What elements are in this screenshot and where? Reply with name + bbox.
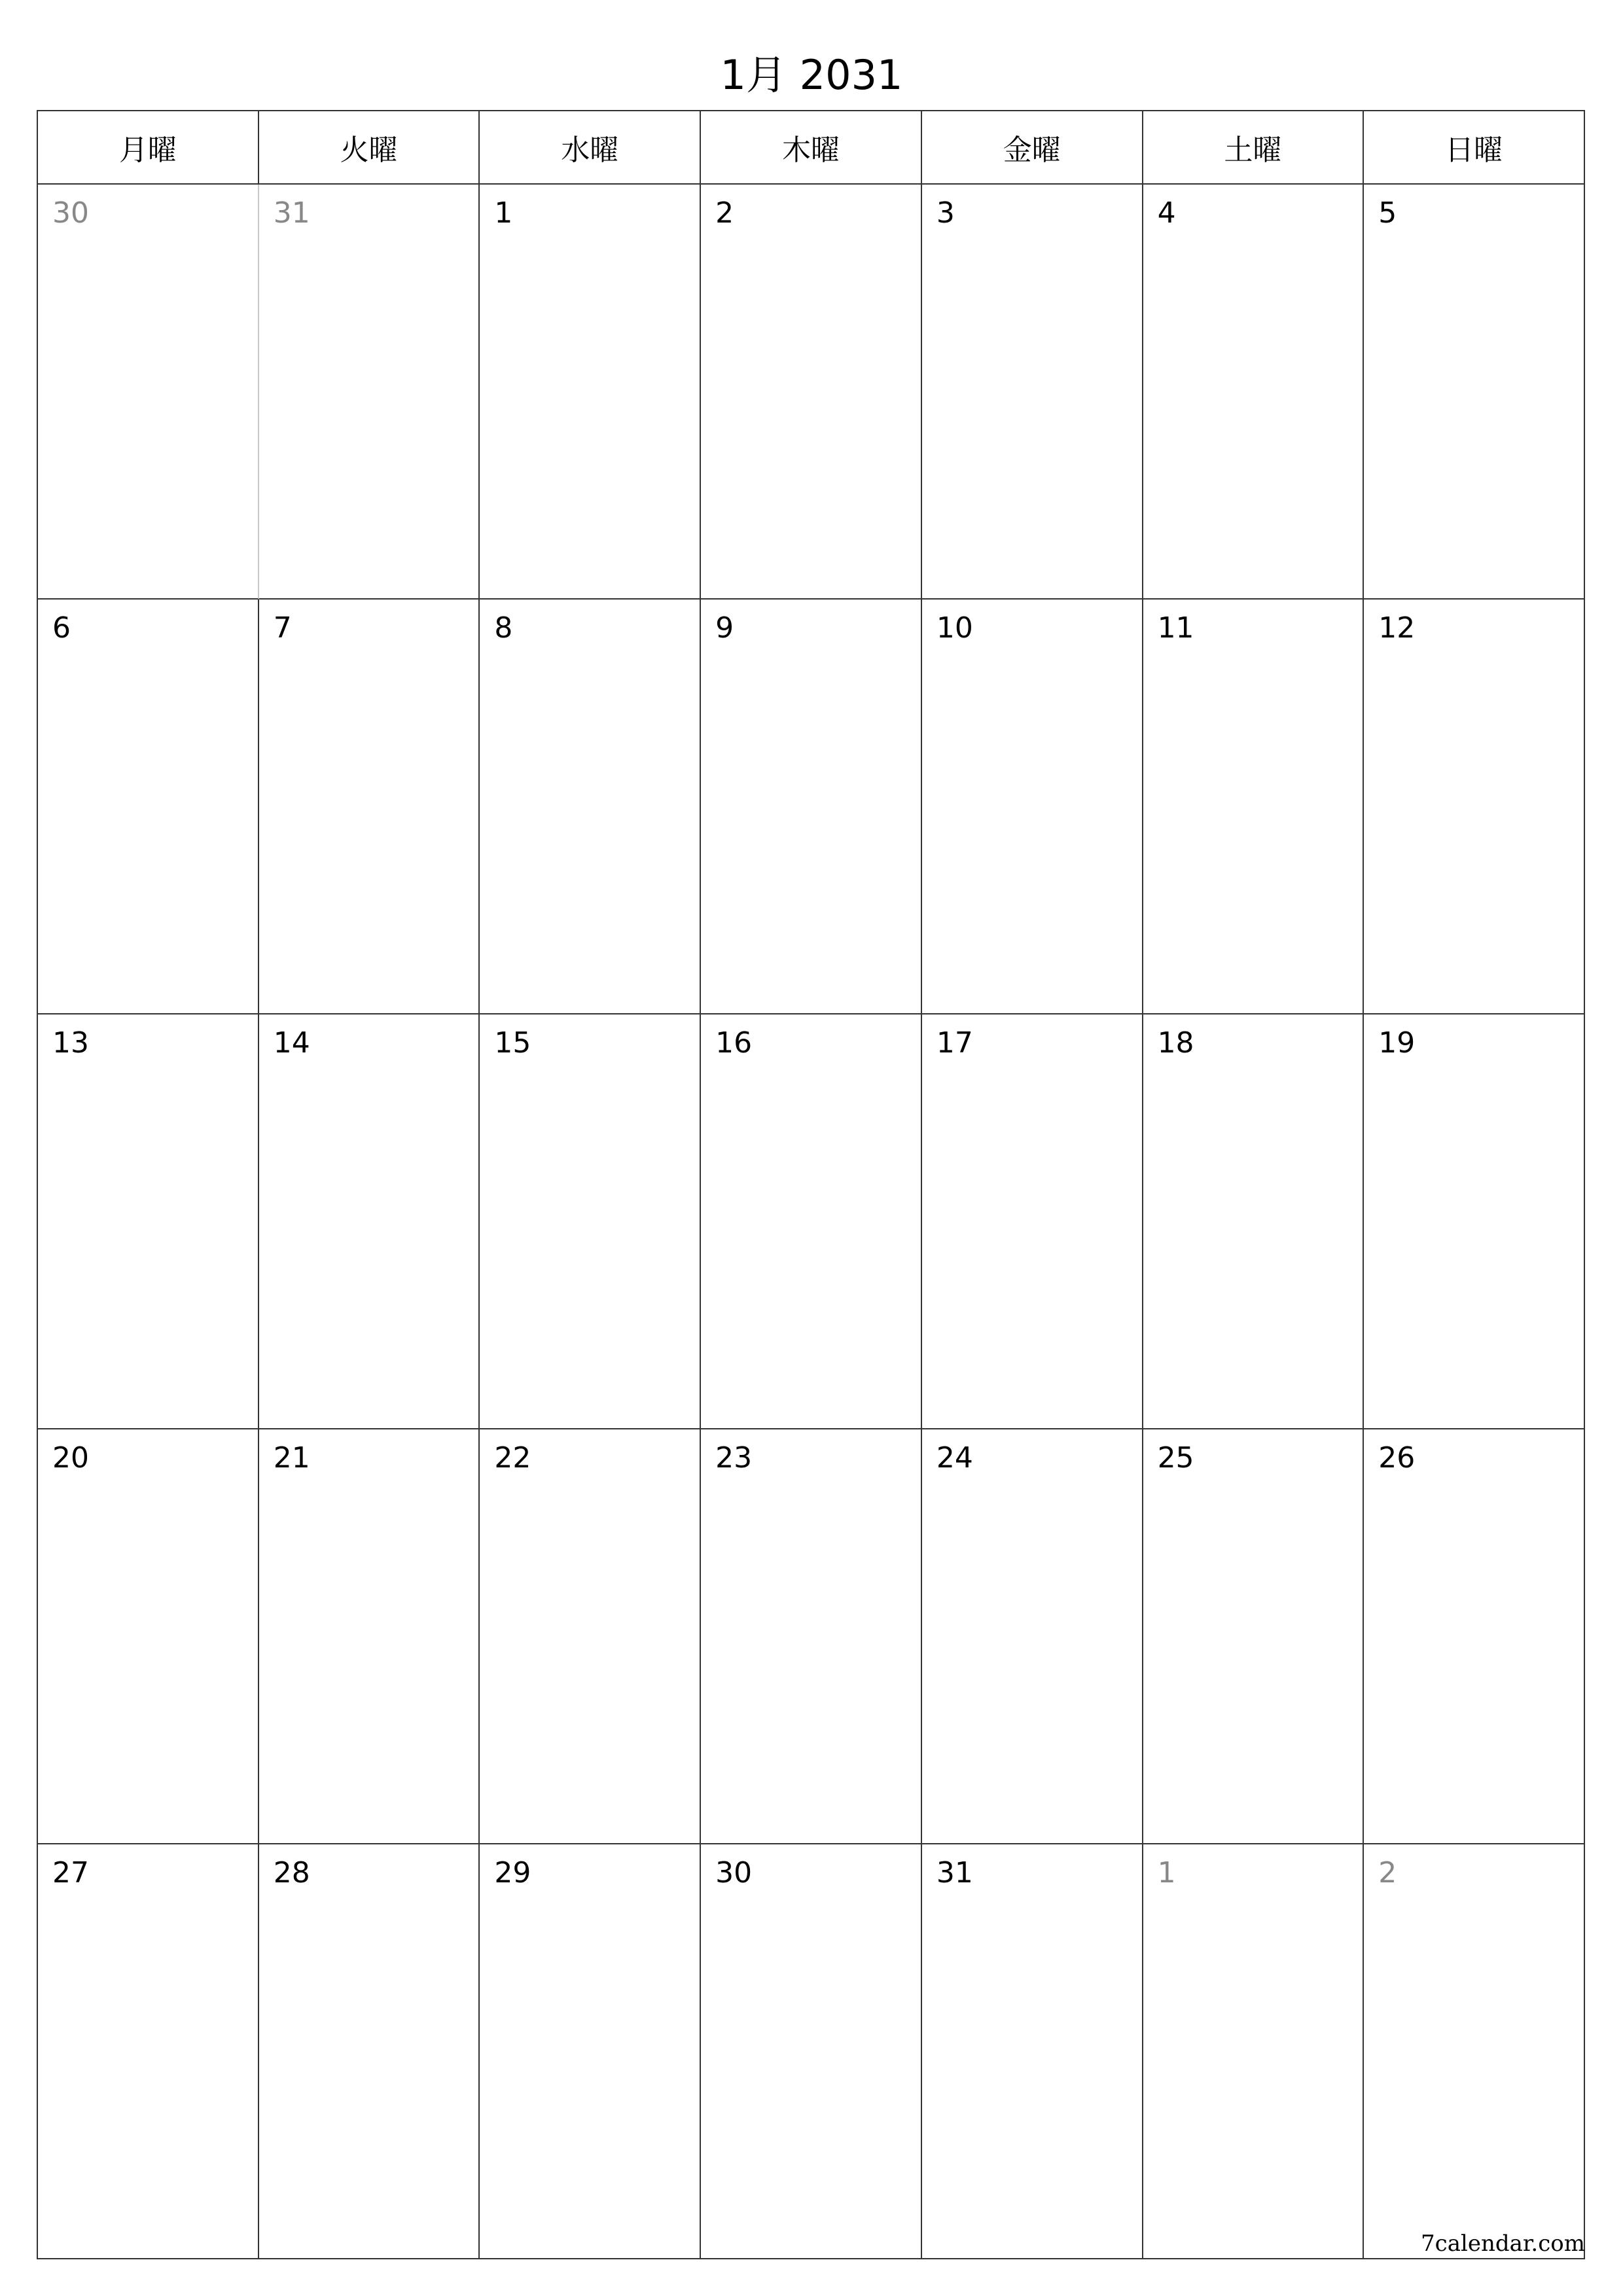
day-cell	[1364, 600, 1585, 1014]
day-cell	[38, 600, 259, 1014]
day-cell	[701, 600, 922, 1014]
day-number: 13	[52, 1026, 89, 1060]
weekday-header-saturday: 土曜	[1143, 111, 1364, 185]
day-cell	[922, 185, 1143, 600]
day-number: 28	[273, 1856, 310, 1890]
day-cell	[701, 1429, 922, 1844]
day-cell	[259, 1014, 480, 1429]
day-number: 22	[494, 1441, 531, 1475]
day-cell	[922, 1844, 1143, 2259]
day-number: 25	[1157, 1441, 1194, 1475]
day-cell	[38, 1429, 259, 1844]
day-cell	[1143, 185, 1364, 600]
day-cell	[1364, 1014, 1585, 1429]
day-number: 2	[715, 196, 734, 230]
day-number: 6	[52, 611, 71, 645]
day-cell	[259, 185, 480, 600]
day-cell	[701, 1844, 922, 2259]
weekday-header-friday: 金曜	[922, 111, 1143, 185]
weekday-header-wednesday: 水曜	[480, 111, 701, 185]
day-number: 26	[1378, 1441, 1416, 1475]
day-cell	[259, 1429, 480, 1844]
day-cell	[38, 185, 259, 600]
day-number: 16	[715, 1026, 753, 1060]
day-cell	[922, 1014, 1143, 1429]
weekday-header-tuesday: 火曜	[259, 111, 480, 185]
day-number: 31	[273, 196, 310, 230]
day-number: 8	[494, 611, 513, 645]
day-number: 5	[1378, 196, 1397, 230]
page-title: 1月 2031	[720, 51, 903, 99]
day-number: 11	[1157, 611, 1194, 645]
day-number: 9	[715, 611, 734, 645]
day-number: 7	[273, 611, 292, 645]
day-number: 2	[1378, 1856, 1397, 1890]
day-number: 30	[715, 1856, 753, 1890]
day-number: 14	[273, 1026, 310, 1060]
day-cell	[480, 185, 701, 600]
weekday-header-monday: 月曜	[38, 111, 259, 185]
day-cell	[38, 1844, 259, 2259]
day-cell	[701, 1014, 922, 1429]
day-number: 1	[494, 196, 513, 230]
calendar-grid	[37, 110, 1585, 2259]
day-cell	[480, 1844, 701, 2259]
day-number: 29	[494, 1856, 531, 1890]
footer-credit: 7calendar.com	[1421, 2231, 1585, 2257]
day-number: 27	[52, 1856, 89, 1890]
weekday-header-sunday: 日曜	[1364, 111, 1585, 185]
day-number: 23	[715, 1441, 753, 1475]
day-cell	[1364, 1844, 1585, 2259]
day-number: 10	[936, 611, 973, 645]
day-cell	[922, 1429, 1143, 1844]
day-cell	[1364, 1429, 1585, 1844]
day-number: 19	[1378, 1026, 1416, 1060]
day-number: 31	[936, 1856, 973, 1890]
day-cell	[1143, 1429, 1364, 1844]
day-cell	[480, 1429, 701, 1844]
day-number: 24	[936, 1441, 973, 1475]
day-number: 21	[273, 1441, 310, 1475]
day-cell	[38, 1014, 259, 1429]
day-number: 12	[1378, 611, 1416, 645]
day-cell	[480, 600, 701, 1014]
day-cell	[1143, 1014, 1364, 1429]
weekday-header-thursday: 木曜	[701, 111, 922, 185]
day-number: 15	[494, 1026, 531, 1060]
day-number: 30	[52, 196, 89, 230]
day-cell	[701, 185, 922, 600]
day-number: 1	[1157, 1856, 1176, 1890]
day-cell	[480, 1014, 701, 1429]
day-cell	[1143, 600, 1364, 1014]
day-number: 17	[936, 1026, 973, 1060]
day-cell	[259, 600, 480, 1014]
day-number: 3	[936, 196, 955, 230]
day-cell	[259, 1844, 480, 2259]
day-number: 18	[1157, 1026, 1194, 1060]
day-cell	[1364, 185, 1585, 600]
day-number: 20	[52, 1441, 89, 1475]
day-number: 4	[1157, 196, 1176, 230]
day-cell	[1143, 1844, 1364, 2259]
day-cell	[922, 600, 1143, 1014]
